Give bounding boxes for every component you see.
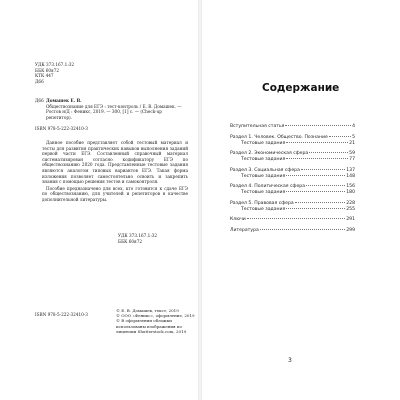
toc-entry-label: Раздел 4. Политическая сфера — [230, 184, 306, 189]
toc-entry-label: Ключи — [230, 217, 246, 222]
toc-entry-label: Литература — [230, 227, 259, 233]
toc-entry-page: 21 — [349, 140, 355, 146]
udc-code: УДК 373.167.1:32 — [35, 62, 75, 67]
bbk-code-bottom: ББК 60я72 — [118, 238, 143, 244]
toc-entry-label: Тестовые задания — [241, 173, 286, 179]
toc-entry-page: 228 — [346, 200, 355, 206]
abstract-paragraph-2: Пособие предназначено для всех, кто готовится к сдаче ЕГЭ по обществознанию, для учителей и репетиторов в качестве дополнительной литературы. — [42, 185, 188, 202]
toc-entry-label: Раздел 2. Экономическая сфера — [230, 151, 309, 156]
toc-entry-label: Тестовые задания — [241, 190, 286, 195]
classification-codes — [35, 62, 115, 84]
ktk-code: КТК 447 — [35, 73, 54, 79]
imprint-page — [0, 0, 198, 400]
classification-codes-bottom — [118, 233, 188, 244]
toc-entry-page: 255 — [346, 206, 355, 212]
copyright-publisher: © ООО «Феникс», оформление, 2019 — [116, 313, 195, 319]
toc-leader — [260, 229, 345, 230]
toc-leader — [329, 136, 351, 137]
abstract — [42, 140, 188, 203]
toc-entry-page: 59 — [349, 151, 355, 156]
isbn-bottom: ISBN 978-5-222-32410-3 — [35, 312, 88, 317]
table-of-contents — [230, 124, 355, 234]
toc-entry-page: 180 — [346, 190, 355, 195]
author-mark: Д66 — [35, 78, 44, 84]
toc-entry-page: 77 — [349, 157, 355, 162]
toc-entry-page: 4 — [352, 124, 355, 129]
toc-leader — [309, 152, 348, 153]
toc-leader — [286, 208, 345, 209]
page-number: 3 — [288, 357, 292, 364]
toc-leader — [301, 169, 345, 170]
toc-leader — [295, 202, 345, 203]
toc-entry-page: 291 — [346, 217, 355, 222]
abstract-paragraph-1: Данное пособие представляет собой тестовый материал и тесты для развития практических навыков выполнения заданий первой части ЕГЭ. Составленный справочный материал систематизирован согласно кодификатору ЕГЭ по обществознанию 2020 года. Представленные тестовые задания являются аналогом типовых вариантов ЕГЭ. Такая форма изложения позволяет самостоятельно освоить и закрепить знания с помощью решения тестов и самоконтроля. — [42, 140, 188, 185]
toc-entry-label: Тестовые задания — [241, 157, 286, 162]
bib-description: Обществознание для ЕГЭ : тест-контроль / Е. В. Домашек. — Ростов н/Д : Феникс, 2019. — 300, [1] с. — (Check-up репетитор). — [46, 103, 182, 120]
copyright-cover: © В оформлении обложки использованы изображения по лицензии Shutterstock.com, 2019 — [116, 318, 187, 334]
toc-entry-page: 137 — [346, 167, 355, 173]
toc-entry-label: Раздел 5. Правовая сфера — [230, 200, 294, 206]
toc-leader — [286, 191, 345, 192]
toc-entry-label: Раздел 3. Социальная сфера — [230, 167, 300, 173]
toc-leader — [286, 175, 345, 176]
toc-entry-label: Раздел 1. Человек. Общество. Познание — [230, 134, 328, 140]
bibliographic-record — [35, 98, 185, 120]
bib-code: Д66 — [35, 98, 44, 103]
copyright-block — [116, 308, 196, 334]
toc-entry-page: 156 — [346, 184, 355, 189]
toc-entry-label: Тестовые задания — [241, 140, 286, 146]
udc-code-bottom: УДК 373.167.1:32 — [118, 233, 158, 238]
toc-leader — [306, 185, 345, 186]
toc-leader — [285, 125, 351, 126]
isbn-top: ISBN 978-5-222-32410-3 — [35, 126, 88, 131]
toc-leader — [286, 158, 348, 159]
copyright-text: © Е. В. Домашек, текст, 2019 — [116, 308, 179, 313]
toc-leader — [286, 142, 348, 143]
contents-title: Содержание — [262, 82, 340, 94]
toc-leader — [247, 218, 345, 219]
bbk-code: ББК 60я72 — [35, 67, 60, 73]
toc-entry-page: 148 — [346, 173, 355, 179]
bib-author: Домашек Е. В. — [46, 98, 82, 103]
toc-entry-label: Тестовые задания — [241, 206, 286, 212]
toc-entry-label: Вступительная статья — [230, 124, 285, 129]
toc-entry[interactable] — [230, 228, 355, 234]
toc-entry-page: 5 — [352, 134, 355, 140]
toc-entry-page: 299 — [346, 227, 355, 233]
